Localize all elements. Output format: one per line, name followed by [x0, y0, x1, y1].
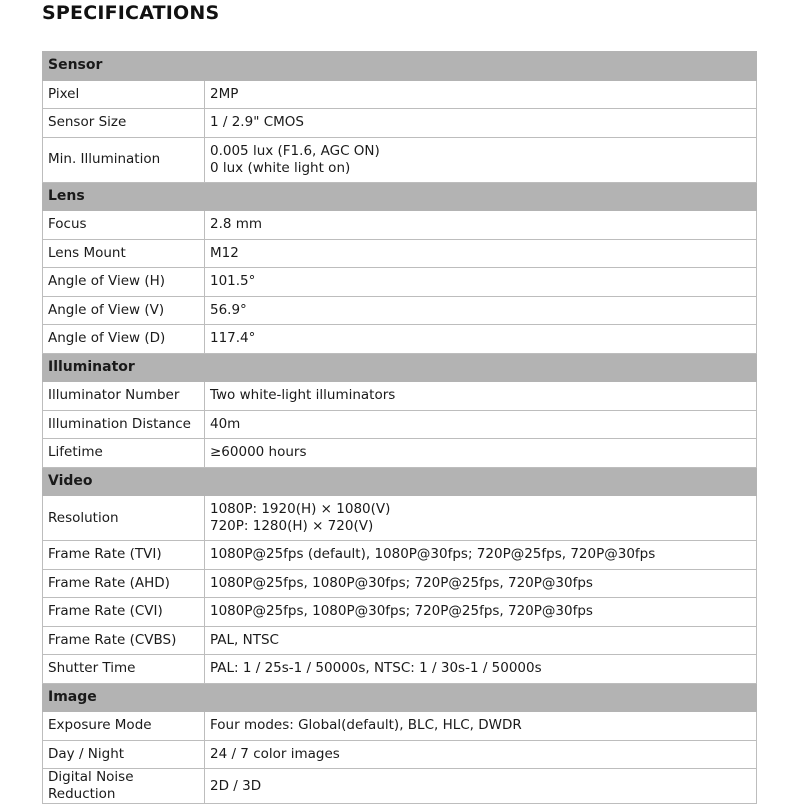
spec-value — [205, 211, 757, 240]
spec-value — [205, 740, 757, 769]
spec-label: Sensor Size — [43, 109, 205, 138]
spec-value — [205, 296, 757, 325]
spec-label: Lens Mount — [43, 239, 205, 268]
spec-value — [205, 268, 757, 297]
spec-value — [205, 325, 757, 354]
spec-value-line: 2MP — [210, 85, 239, 102]
section-header-sensor — [43, 52, 757, 81]
spec-label: Min. Illumination — [43, 137, 205, 182]
spec-value-line: 56.9° — [210, 301, 247, 318]
spec-label: Digital Noise Reduction — [43, 769, 205, 804]
spec-label: Frame Rate (TVI) — [43, 541, 205, 570]
spec-value-line: Two white-light illuminators — [210, 387, 396, 404]
spec-value — [205, 80, 757, 109]
spec-value — [205, 496, 757, 541]
spec-row — [43, 598, 757, 627]
spec-value — [205, 655, 757, 684]
spec-row — [43, 626, 757, 655]
spec-value — [205, 598, 757, 627]
spec-row — [43, 712, 757, 741]
spec-row — [43, 239, 757, 268]
spec-label: Resolution — [43, 496, 205, 541]
spec-value-line: 720P: 1280(H) × 720(V) — [210, 518, 374, 534]
spec-row — [43, 769, 757, 804]
spec-row — [43, 296, 757, 325]
spec-row — [43, 325, 757, 354]
spec-value — [205, 569, 757, 598]
spec-label: Shutter Time — [43, 655, 205, 684]
spec-value — [205, 410, 757, 439]
spec-value — [205, 712, 757, 741]
spec-row — [43, 569, 757, 598]
spec-value-line: PAL, NTSC — [210, 631, 279, 648]
spec-value-line: 0 lux (white light on) — [210, 159, 351, 176]
spec-label: Focus — [43, 211, 205, 240]
section-header-lens — [43, 182, 757, 211]
spec-row — [43, 211, 757, 240]
spec-row — [43, 80, 757, 109]
spec-label: Exposure Mode — [43, 712, 205, 741]
spec-label: Lifetime — [43, 439, 205, 468]
spec-value-line: 2D / 3D — [210, 777, 262, 794]
spec-value — [205, 769, 757, 804]
spec-row — [43, 496, 757, 541]
section-title: Lens — [43, 182, 757, 211]
spec-row — [43, 109, 757, 138]
spec-label: Angle of View (H) — [43, 268, 205, 297]
spec-value — [205, 541, 757, 570]
spec-label: Frame Rate (AHD) — [43, 569, 205, 598]
spec-value-line: 2.8 mm — [210, 216, 263, 233]
spec-label: Angle of View (D) — [43, 325, 205, 354]
spec-row — [43, 439, 757, 468]
section-title: Sensor — [43, 52, 757, 81]
spec-value — [205, 626, 757, 655]
spec-value — [205, 239, 757, 268]
spec-value-line: 1080P@25fps (default), 1080P@30fps; 720P@25fps, 720P@30fps — [210, 546, 656, 563]
spec-table — [42, 51, 757, 804]
spec-row — [43, 268, 757, 297]
spec-label: Illuminator Number — [43, 382, 205, 411]
spec-label: Illumination Distance — [43, 410, 205, 439]
spec-label: Angle of View (V) — [43, 296, 205, 325]
spec-value-line: 117.4° — [210, 330, 256, 347]
spec-value — [205, 439, 757, 468]
section-header-video — [43, 467, 757, 496]
spec-value — [205, 137, 757, 182]
spec-value-line: 24 / 7 color images — [210, 745, 340, 762]
spec-label: Frame Rate (CVBS) — [43, 626, 205, 655]
spec-value-line: Four modes: Global(default), BLC, HLC, DWDR — [210, 717, 522, 734]
section-header-image — [43, 683, 757, 712]
spec-row — [43, 740, 757, 769]
spec-value-line: 1 / 2.9" CMOS — [210, 114, 304, 131]
spec-label: Frame Rate (CVI) — [43, 598, 205, 627]
spec-value-line: ≥60000 hours — [210, 444, 307, 461]
spec-value-line: 1080P: 1920(H) × 1080(V) — [210, 501, 391, 517]
spec-value-line: 1080P@25fps, 1080P@30fps; 720P@25fps, 720P@30fps — [210, 603, 593, 620]
spec-value-line: M12 — [210, 244, 239, 261]
spec-value-line: 1080P@25fps, 1080P@30fps; 720P@25fps, 720P@30fps — [210, 574, 593, 591]
spec-value-line: 101.5° — [210, 273, 256, 290]
spec-row — [43, 541, 757, 570]
section-title: Image — [43, 683, 757, 712]
spec-row — [43, 410, 757, 439]
spec-value — [205, 109, 757, 138]
spec-label: Pixel — [43, 80, 205, 109]
spec-value — [205, 382, 757, 411]
spec-row — [43, 382, 757, 411]
spec-value-line: 0.005 lux (F1.6, AGC ON) — [210, 142, 380, 159]
spec-label: Day / Night — [43, 740, 205, 769]
spec-row — [43, 655, 757, 684]
section-header-illuminator — [43, 353, 757, 382]
section-title: Illuminator — [43, 353, 757, 382]
spec-value-line: 40m — [210, 415, 241, 432]
page-title: SPECIFICATIONS — [42, 2, 220, 24]
section-title: Video — [43, 467, 757, 496]
spec-value-line: PAL: 1 / 25s-1 / 50000s, NTSC: 1 / 30s-1 / 50000s — [210, 660, 542, 677]
spec-row — [43, 137, 757, 182]
